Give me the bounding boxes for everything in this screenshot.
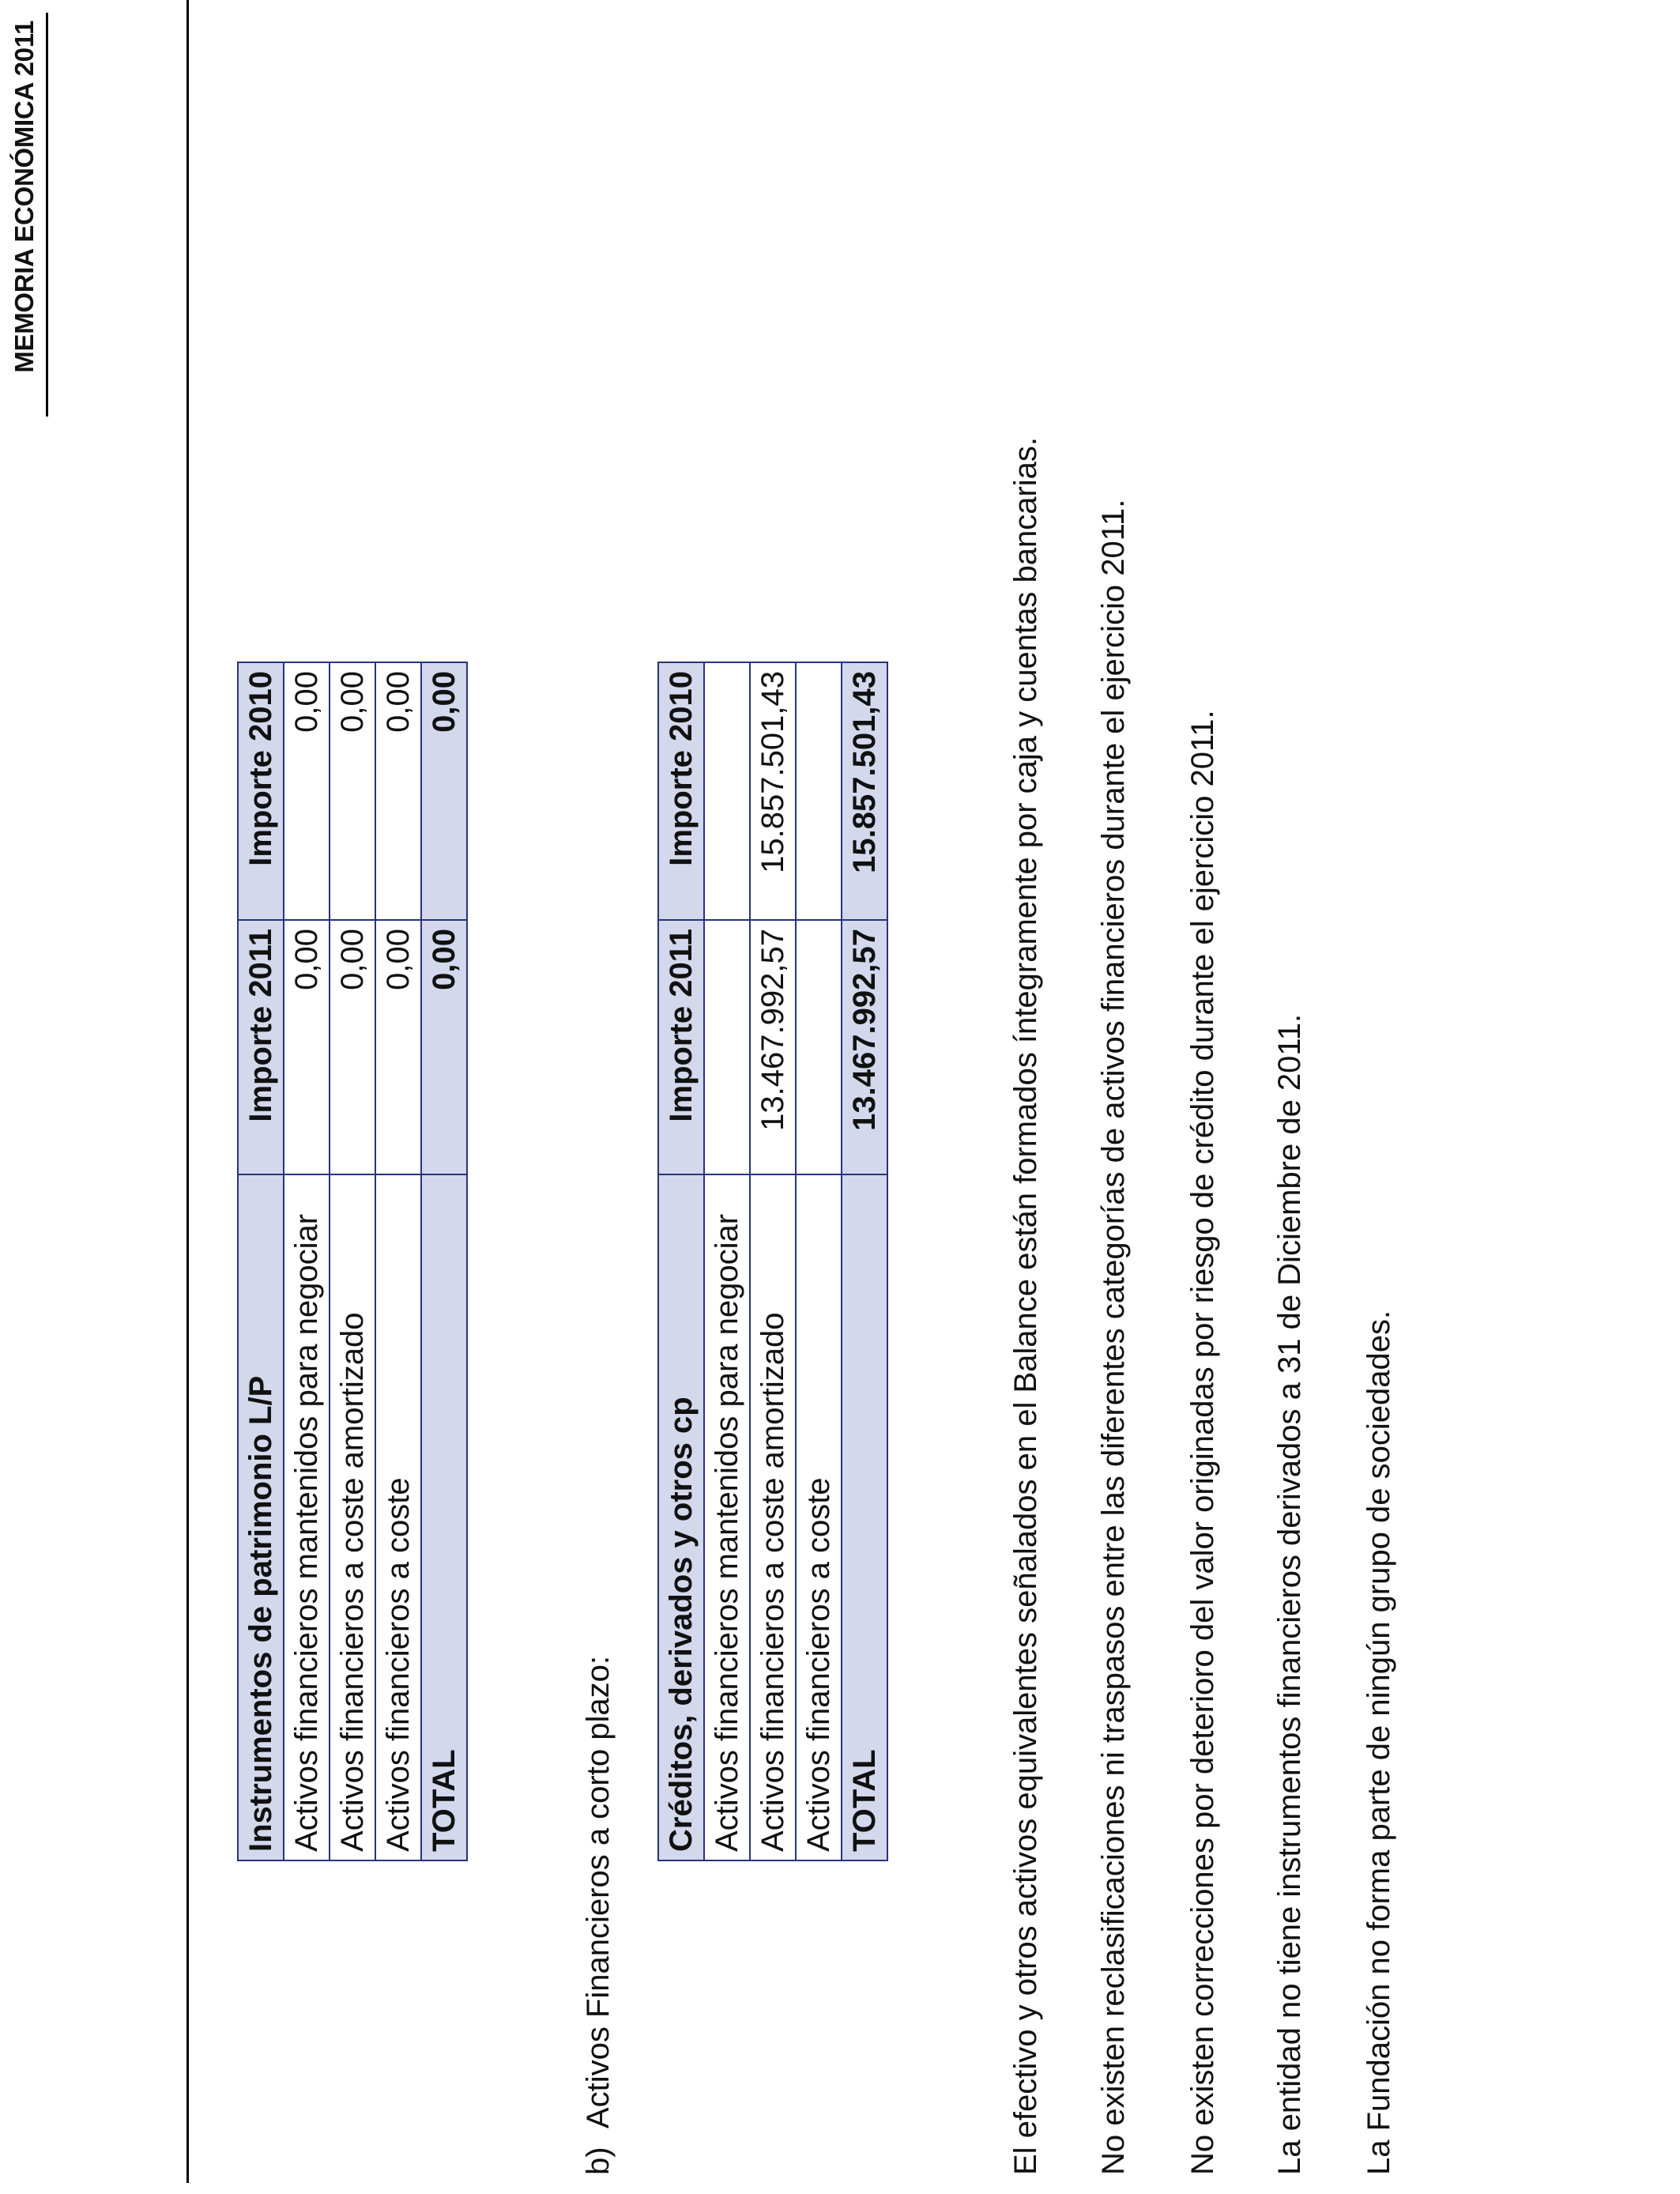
cell-importe-2011: 0,00 — [375, 920, 421, 1174]
note-efectivo: El efectivo y otros activos equivalentes señalados en el Balance están formados íntegramente por caja y cuentas bancarias. — [1008, 436, 1043, 2175]
table-instrumentos-patrimonio-lp — [237, 662, 468, 1861]
table-row — [796, 662, 842, 1860]
row-label: Activos financieros a coste amortizado — [330, 1174, 375, 1860]
column-header-importe-2011: Importe 2011 — [238, 920, 284, 1174]
page-header-title: MEMORIA ECONÓMICA 2011 — [9, 21, 39, 373]
cell-importe-2011: 0,00 — [284, 920, 330, 1174]
cell-importe-2010: 15.857.501,43 — [750, 662, 796, 920]
page-divider-line — [186, 0, 189, 2183]
table-total-row — [842, 662, 887, 1860]
total-importe-2011: 0,00 — [421, 920, 467, 1174]
table-row — [330, 662, 375, 1860]
table-row — [284, 662, 330, 1860]
row-label: Activos financieros mantenidos para negociar — [284, 1174, 330, 1860]
table-creditos-derivados-cp — [657, 662, 888, 1861]
total-label: TOTAL — [421, 1174, 467, 1860]
cell-importe-2010: 0,00 — [284, 662, 330, 920]
cell-importe-2010: 0,00 — [375, 662, 421, 920]
note-derivados: La entidad no tiene instrumentos financieros derivados a 31 de Diciembre de 2011. — [1272, 1013, 1307, 2175]
total-label: TOTAL — [842, 1174, 887, 1860]
note-grupo-sociedades: La Fundación no forma parte de ningún grupo de sociedades. — [1362, 1310, 1396, 2175]
row-label: Activos financieros mantenidos para negociar — [704, 1174, 750, 1860]
note-reclasificaciones: No existen reclasificaciones ni traspasos entre las diferentes categorías de activos financieros durante el ejercicio 2011. — [1096, 499, 1131, 2175]
cell-importe-2011 — [796, 920, 842, 1174]
column-header-importe-2010: Importe 2010 — [238, 662, 284, 920]
table-header-row — [658, 662, 704, 1860]
table-header-row — [238, 662, 284, 1860]
table-row — [375, 662, 421, 1860]
column-header-importe-2010: Importe 2010 — [658, 662, 704, 920]
cell-importe-2010: 0,00 — [330, 662, 375, 920]
table-row — [750, 662, 796, 1860]
column-header-concept: Créditos, derivados y otros cp — [658, 1174, 704, 1860]
cell-importe-2011: 0,00 — [330, 920, 375, 1174]
table-row — [704, 662, 750, 1860]
row-label: Activos financieros a coste — [375, 1174, 421, 1860]
table-total-row — [421, 662, 467, 1860]
column-header-concept: Instrumentos de patrimonio L/P — [238, 1174, 284, 1860]
cell-importe-2011 — [704, 920, 750, 1174]
total-importe-2010: 0,00 — [421, 662, 467, 920]
cell-importe-2011: 13.467.992,57 — [750, 920, 796, 1174]
total-importe-2010: 15.857.501,43 — [842, 662, 887, 920]
row-label: Activos financieros a coste — [796, 1174, 842, 1860]
section-heading-b — [581, 1656, 616, 2175]
column-header-importe-2011: Importe 2011 — [658, 920, 704, 1174]
cell-importe-2010 — [796, 662, 842, 920]
cell-importe-2010 — [704, 662, 750, 920]
header-underline — [46, 13, 48, 417]
note-correcciones: No existen correcciones por deterioro del valor originadas por riesgo de crédito durante el ejercicio 2011. — [1185, 710, 1220, 2175]
total-importe-2011: 13.467.992,57 — [842, 920, 887, 1174]
section-title: Activos Financieros a corto plazo: — [581, 1656, 616, 2129]
row-label: Activos financieros a coste amortizado — [750, 1174, 796, 1860]
section-letter: b) — [581, 2147, 616, 2175]
